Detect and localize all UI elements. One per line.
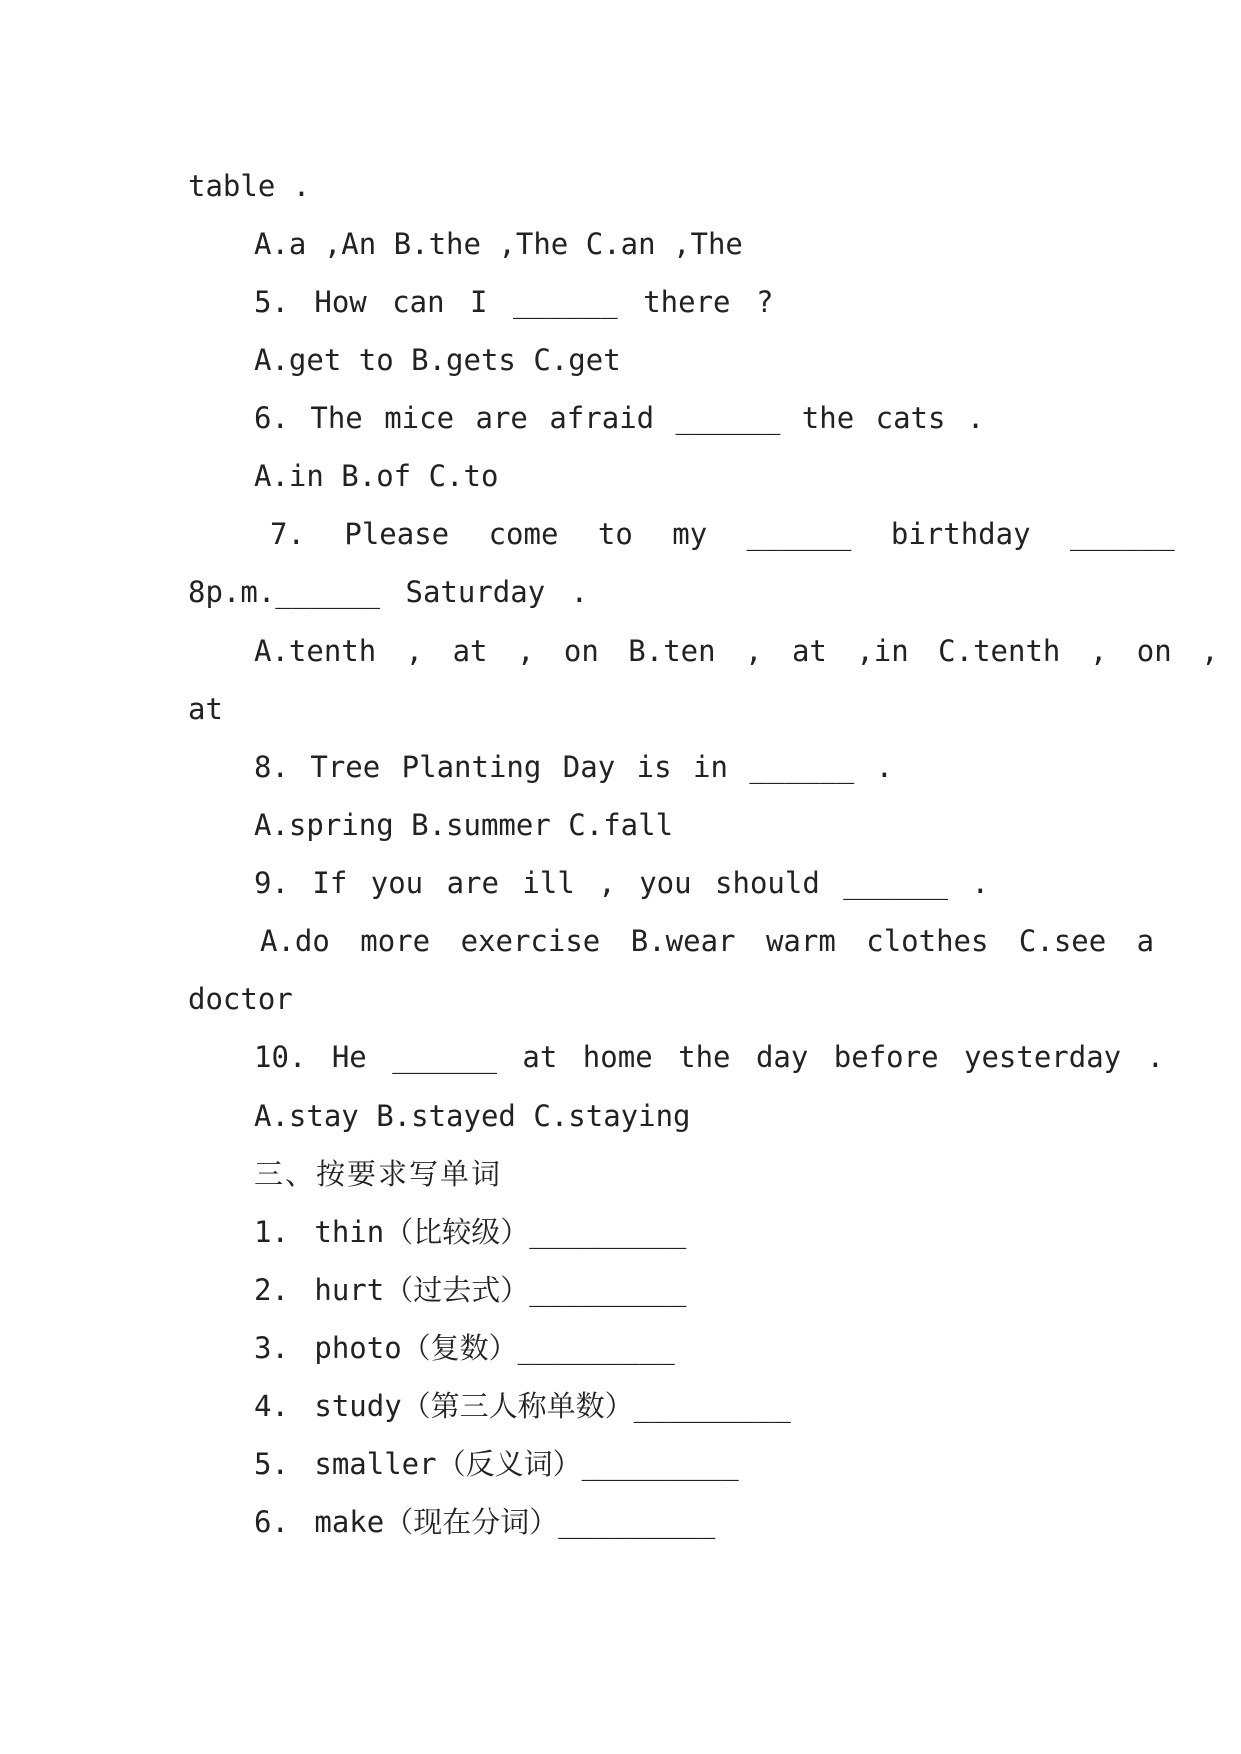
text-line: 4. study（第三人称单数）_________ [254,1389,791,1423]
text-line: A.do more exercise B.wear warm clothes C.see a [260,924,1155,958]
text-line: 2. hurt（过去式）_________ [254,1273,687,1307]
text-line: A.stay B.stayed C.staying [254,1099,691,1133]
text-line: 6. make（现在分词）_________ [254,1505,716,1539]
text-line: A.tenth , at , on B.ten , at ,in C.tenth , on , [254,634,1219,668]
text-line: 6. The mice are afraid ______ the cats . [254,401,985,435]
text-line: table . [188,169,311,203]
text-line: 9. If you are ill , you should ______ . [254,866,989,900]
text-line: 8. Tree Planting Day is in ______ . [254,750,894,784]
text-line: doctor [188,982,293,1016]
text-line: A.a ,An B.the ,The C.an ,The [254,227,743,261]
text-line: A.in B.of C.to [254,459,499,493]
text-line: 5. smaller（反义词）_________ [254,1447,739,1481]
text-line: at [188,692,223,726]
text-line: 10. He ______ at home the day before yesterday . [254,1040,1165,1074]
text-line: A.spring B.summer C.fall [254,808,674,842]
text-line: 5. How can I ______ there ? [254,285,774,319]
section-heading: 三、按要求写单词 [254,1157,503,1191]
text-line: 1. thin（比较级）_________ [254,1215,687,1249]
text-line: A.get to B.gets C.get [254,343,621,377]
text-line: 3. photo（复数）_________ [254,1331,675,1365]
text-line: 8p.m.______ Saturday . [188,575,589,609]
text-line: 7. Please come to my ______ birthday ______ [270,517,1175,551]
